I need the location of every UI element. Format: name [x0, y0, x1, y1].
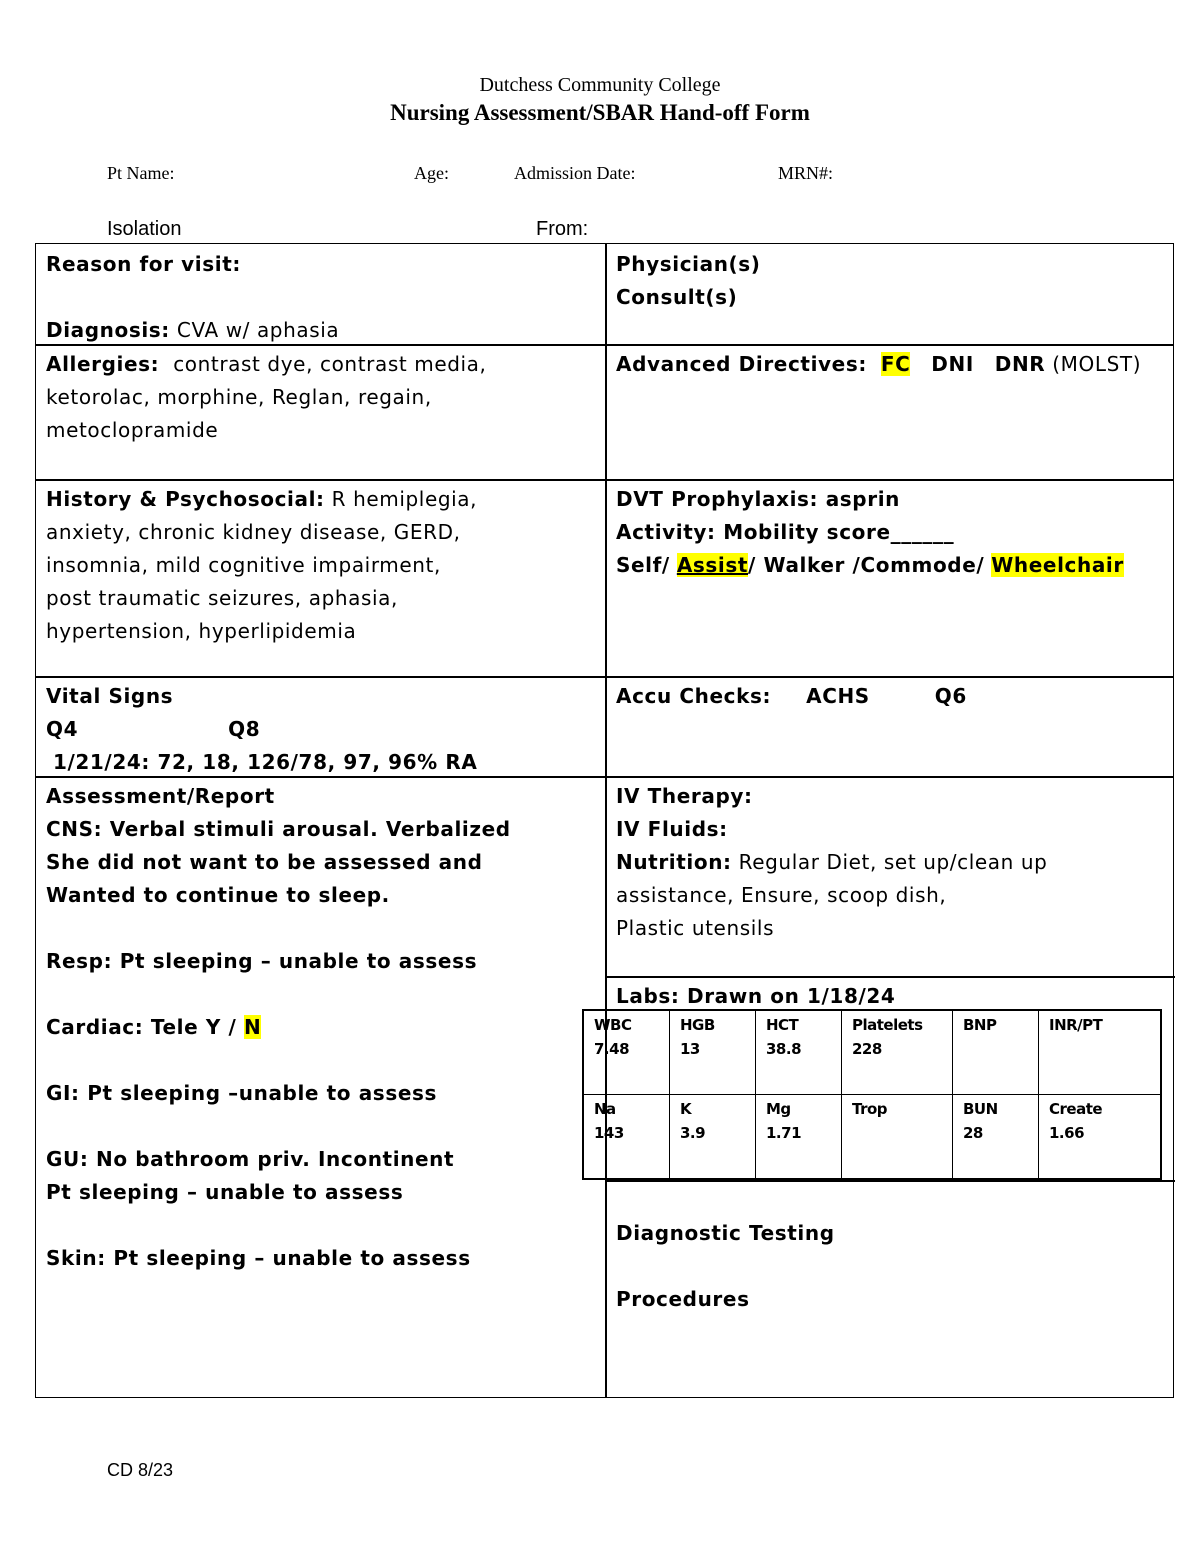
- row-divider: [36, 479, 1173, 481]
- row-divider: [605, 976, 1175, 978]
- dvt-activity-section: [616, 483, 1171, 582]
- from-label: From:: [536, 218, 589, 240]
- lab-value: 7.48: [594, 1040, 630, 1058]
- lab-cell: [1039, 1011, 1161, 1095]
- lab-cell: [842, 1095, 953, 1179]
- lab-name: Mg: [766, 1100, 791, 1118]
- reason-title: Reason for visit:: [46, 252, 241, 276]
- lab-name: Platelets: [852, 1016, 923, 1034]
- nutrition-label: Nutrition:: [616, 850, 732, 874]
- lab-name: Trop: [852, 1100, 888, 1118]
- physician-section: [616, 248, 1166, 314]
- accu-label: Accu Checks:: [616, 684, 772, 708]
- history-line: R hemiplegia,: [331, 487, 478, 511]
- diagnosis-label: Diagnosis:: [46, 318, 170, 342]
- lab-cell: [953, 1095, 1039, 1179]
- gu-line: Pt sleeping – unable to assess: [46, 1180, 404, 1204]
- admission-date-label: Admission Date:: [514, 163, 636, 183]
- cardiac-line: Cardiac: Tele Y /: [46, 1015, 237, 1039]
- assessment-section: [46, 780, 601, 1275]
- cns-line: CNS: Verbal stimuli arousal. Verbalized: [46, 817, 511, 841]
- cardiac-n: N: [243, 1015, 262, 1039]
- gi-line: GI: Pt sleeping –unable to assess: [46, 1081, 437, 1105]
- activity-assist: Assist: [676, 553, 749, 577]
- lab-cell: [1039, 1095, 1161, 1179]
- diagnostic-testing-label: Diagnostic Testing: [616, 1221, 835, 1245]
- mrn-label: MRN#:: [778, 163, 834, 183]
- skin-line: Skin: Pt sleeping – unable to assess: [46, 1246, 471, 1270]
- lab-cell: [584, 1011, 670, 1095]
- age-label: Age:: [414, 163, 449, 183]
- iv-fluids-label: IV Fluids:: [616, 817, 728, 841]
- lab-value: 3.9: [680, 1124, 706, 1142]
- directive-fc: FC: [880, 352, 911, 376]
- reason-section: [46, 248, 596, 347]
- vital-signs-label: Vital Signs: [46, 684, 174, 708]
- lab-name: K: [680, 1100, 692, 1118]
- lab-cell: [584, 1095, 670, 1179]
- iv-therapy-label: IV Therapy:: [616, 784, 753, 808]
- activity-walker-commode: / Walker /Commode/: [748, 553, 985, 577]
- history-line: hypertension, hyperlipidemia: [46, 619, 357, 643]
- activity-line: Activity: Mobility score______: [616, 520, 955, 544]
- patient-name-label: Pt Name:: [107, 163, 175, 183]
- allergies-line: contrast dye, contrast media,: [173, 352, 487, 376]
- lab-name: Na: [594, 1100, 616, 1118]
- lab-value: 28: [963, 1124, 983, 1142]
- lab-value: 13: [680, 1040, 700, 1058]
- lab-name: WBC: [594, 1016, 632, 1034]
- row-divider: [36, 676, 1173, 678]
- physicians-label: Physician(s): [616, 252, 761, 276]
- history-line: post traumatic seizures, aphasia,: [46, 586, 398, 610]
- resp-line: Resp: Pt sleeping – unable to assess: [46, 949, 478, 973]
- lab-name: Create: [1049, 1100, 1103, 1118]
- row-divider: [605, 1180, 1175, 1182]
- diagnosis-value: CVA w/ aphasia: [176, 318, 340, 342]
- column-divider: [605, 244, 607, 1397]
- allergies-section: [46, 348, 601, 447]
- nutrition-line: Plastic utensils: [616, 916, 775, 940]
- allergies-line: ketorolac, morphine, Reglan, regain,: [46, 385, 432, 409]
- nutrition-line: assistance, Ensure, scoop dish,: [616, 883, 947, 907]
- directive-dnr: DNR: [994, 352, 1046, 376]
- labs-title-text: Labs: Drawn on 1/18/24: [616, 984, 896, 1008]
- lab-cell: [756, 1095, 842, 1179]
- allergies-line: metoclopramide: [46, 418, 219, 442]
- table-row: [584, 1011, 1161, 1095]
- nutrition-line: Regular Diet, set up/clean up: [738, 850, 1048, 874]
- lab-name: BNP: [963, 1016, 997, 1034]
- directive-dni: DNI: [931, 352, 974, 376]
- vital-signs-section: [46, 680, 601, 779]
- sbar-grid: [35, 243, 1174, 1398]
- directives-label: Advanced Directives:: [616, 352, 867, 376]
- vital-q8: Q8: [228, 717, 261, 741]
- lab-cell: [756, 1011, 842, 1095]
- lab-value: 38.8: [766, 1040, 802, 1058]
- lab-name: HGB: [680, 1016, 715, 1034]
- lab-name: HCT: [766, 1016, 799, 1034]
- diagnostics-section: [616, 1217, 1171, 1316]
- cns-line: Wanted to continue to sleep.: [46, 883, 390, 907]
- history-line: insomnia, mild cognitive impairment,: [46, 553, 441, 577]
- history-label: History & Psychosocial:: [46, 487, 325, 511]
- gu-line: GU: No bathroom priv. Incontinent: [46, 1147, 455, 1171]
- procedures-label: Procedures: [616, 1287, 750, 1311]
- directive-molst: (MOLST): [1052, 352, 1142, 376]
- activity-wheelchair: Wheelchair: [991, 553, 1124, 577]
- consults-label: Consult(s): [616, 285, 738, 309]
- college-name: Dutchess Community College: [479, 74, 721, 96]
- accu-checks-section: [616, 680, 1171, 713]
- iv-section: [616, 780, 1171, 945]
- accu-q6: Q6: [934, 684, 967, 708]
- labs-table: [582, 1009, 1162, 1180]
- history-section: [46, 483, 601, 648]
- lab-name: BUN: [963, 1100, 998, 1118]
- vital-q4: Q4: [46, 717, 79, 741]
- lab-value: 228: [852, 1040, 882, 1058]
- cns-line: She did not want to be assessed and: [46, 850, 483, 874]
- lab-name: INR/PT: [1049, 1016, 1103, 1034]
- isolation-label: Isolation: [107, 218, 182, 240]
- assessment-title: Assessment/Report: [46, 784, 275, 808]
- lab-cell: [670, 1095, 756, 1179]
- lab-value: 143: [594, 1124, 624, 1142]
- lab-cell: [670, 1011, 756, 1095]
- lab-cell: [842, 1011, 953, 1095]
- vital-reading: 1/21/24: 72, 18, 126/78, 97, 96% RA: [52, 750, 478, 774]
- activity-self: Self/: [616, 553, 670, 577]
- lab-value: 1.66: [1049, 1124, 1085, 1142]
- lab-cell: [953, 1011, 1039, 1095]
- lab-value: 1.71: [766, 1124, 802, 1142]
- directives-section: [616, 348, 1176, 381]
- history-line: anxiety, chronic kidney disease, GERD,: [46, 520, 461, 544]
- allergies-label: Allergies:: [46, 352, 160, 376]
- form-version-footer: CD 8/23: [107, 1460, 174, 1480]
- dvt-line: DVT Prophylaxis: asprin: [616, 487, 900, 511]
- accu-achs: ACHS: [806, 684, 870, 708]
- form-title: Nursing Assessment/SBAR Hand-off Form: [390, 100, 810, 125]
- table-row: [584, 1095, 1161, 1179]
